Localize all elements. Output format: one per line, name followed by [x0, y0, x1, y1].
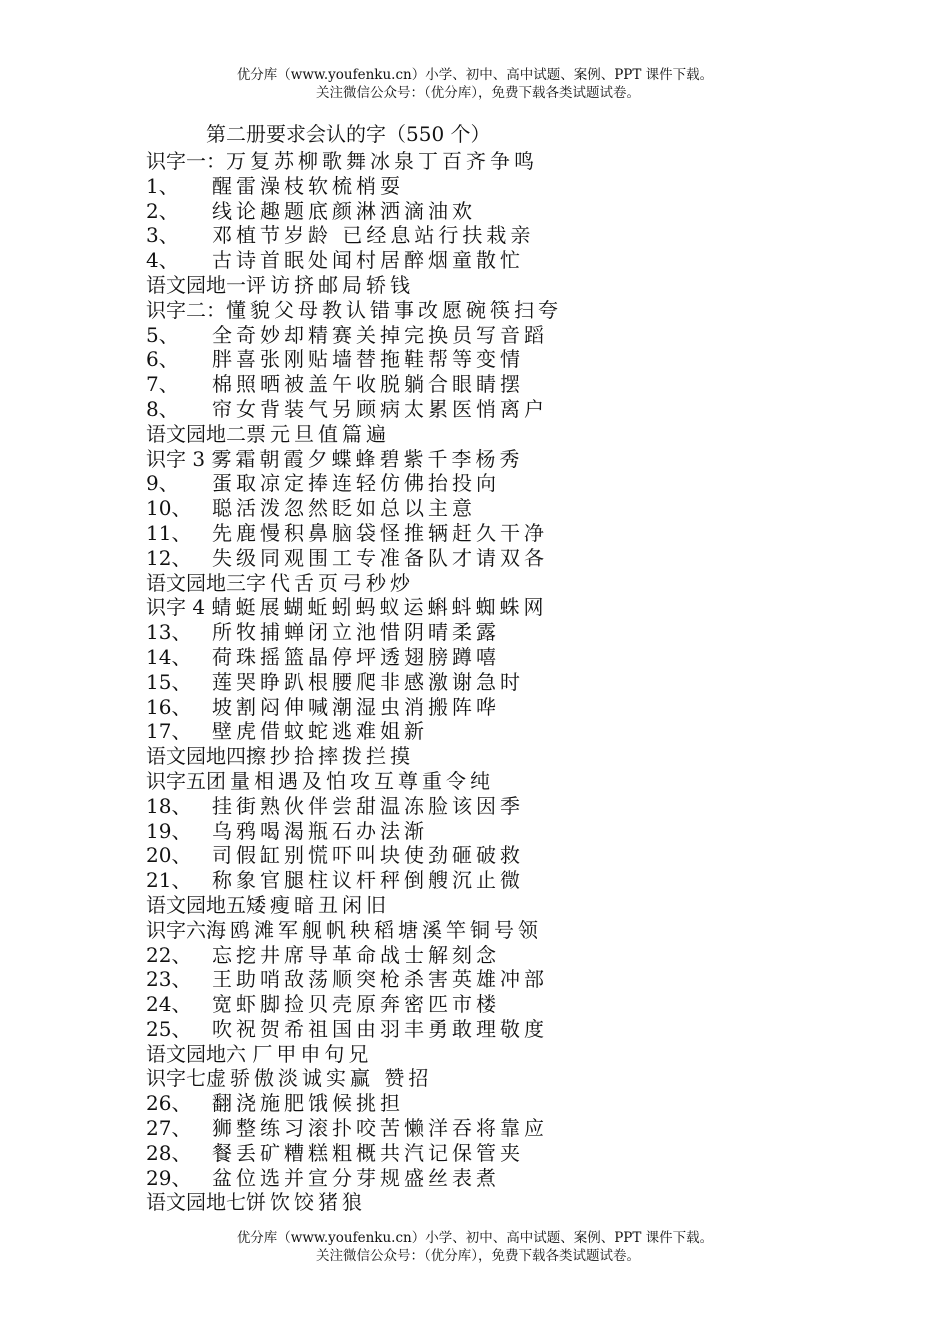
- lesson-row: [146, 199, 562, 224]
- character-group: 盆位选并宣分芽规盛丝表煮: [212, 1165, 500, 1190]
- section-label: 识字六: [146, 917, 206, 942]
- character-group: 荷珠摇篮晶停坪透翅膀蹲嘻: [212, 644, 500, 669]
- lesson-row: [146, 645, 562, 670]
- lesson-row: [146, 1141, 562, 1166]
- section-label: 识字 3: [146, 446, 212, 471]
- lesson-number: 15、: [146, 669, 192, 694]
- character-group: 王助哨敌荡顺突枪杀害英雄冲部: [212, 967, 548, 992]
- header-line-1: 优分库（www.youfenku.cn）小学、初中、高中试题、案例、PPT 课件下载。: [236, 67, 714, 83]
- character-group: 棉照晒被盖午收脱躺合眼睛摆: [212, 372, 524, 397]
- lesson-row: [146, 794, 562, 819]
- lesson-row: [146, 819, 562, 844]
- character-group: 醒雷澡枝软梳梢耍: [212, 173, 404, 198]
- character-group: 胖喜张刚贴墙替拖鞋帮等变情: [212, 347, 524, 372]
- character-group: 团量相遇及怕攻互尊重令纯: [206, 768, 494, 793]
- lesson-number: 9、: [146, 471, 179, 496]
- character-group: 万复苏柳歌舞冰泉丁百齐争鸣: [226, 149, 538, 173]
- lesson-number: 27、: [146, 1116, 192, 1141]
- section-label: 语文园地五: [146, 892, 246, 917]
- page-title: 第二册要求会认的字（550 个）: [206, 122, 491, 146]
- character-group: 蛋取凉定捧连轻仿佛抬投向: [212, 471, 500, 496]
- section-row: [146, 1066, 562, 1091]
- lesson-row: [146, 1091, 562, 1116]
- section-label: 识字七: [146, 1066, 206, 1091]
- footer-line-1: 优分库（www.youfenku.cn）小学、初中、高中试题、案例、PPT 课件下载。: [236, 1230, 714, 1246]
- lesson-row: [146, 471, 562, 496]
- character-group: 聪活泼忽然眨如总以主意: [212, 496, 476, 521]
- character-group: 称象官腿柱议杆秤倒艘沉止微: [212, 868, 524, 893]
- character-group: 擦抄拾摔拨拦摸: [246, 744, 414, 769]
- lesson-row: [146, 943, 562, 968]
- character-group: 字代舌页弓秒炒: [246, 570, 414, 595]
- lesson-row: [146, 347, 562, 372]
- lesson-row: [146, 967, 562, 992]
- lesson-number: 22、: [146, 942, 192, 967]
- section-row: [146, 422, 562, 447]
- footer-line-2: 关注微信公众号：（优分库），免费下载各类试题试卷。: [316, 1248, 640, 1264]
- lesson-row: [146, 719, 562, 744]
- lesson-number: 16、: [146, 694, 192, 719]
- character-group: 壁虎借蚊蛇逃难姐新: [212, 719, 428, 744]
- section-label: 识字一：: [146, 149, 226, 173]
- character-group: 狮整练习滚扑咬苦懒洋吞将靠应: [212, 1116, 548, 1141]
- character-group: 帘女背装气另顾病太累医悄离户: [212, 396, 548, 421]
- character-group: 坡割闷伸喊潮湿虫消搬阵哗: [212, 694, 500, 719]
- footer-banner: [0, 1229, 950, 1265]
- section-label: 语文园地二: [146, 421, 246, 446]
- lesson-row: [146, 670, 562, 695]
- section-row: [146, 893, 562, 918]
- lesson-number: 29、: [146, 1165, 192, 1190]
- lesson-number: 19、: [146, 818, 192, 843]
- lesson-number: 3、: [146, 223, 179, 248]
- section-row: [146, 595, 562, 620]
- character-group: 宽虾脚捡贝壳原奔密匹市楼: [212, 992, 500, 1017]
- lesson-number: 21、: [146, 868, 192, 893]
- character-group: 虚骄傲淡诚实赢 赞招: [206, 1066, 433, 1091]
- lesson-row: [146, 843, 562, 868]
- lesson-row: [146, 521, 562, 546]
- character-group: 懂貌父母教认错事改愿碗筷扫夸: [226, 297, 562, 322]
- section-row: [146, 918, 562, 943]
- character-group: 司假缸别慌吓叫块使劲砸破救: [212, 843, 524, 868]
- section-row: [146, 571, 562, 596]
- lesson-row: [146, 397, 562, 422]
- lesson-row: [146, 695, 562, 720]
- lesson-row: [146, 1166, 562, 1191]
- lesson-row: [146, 992, 562, 1017]
- character-group: 线论趣题底颜淋洒滴油欢: [212, 198, 476, 223]
- character-group: 矮瘦暗丑闲旧: [246, 892, 390, 917]
- lesson-number: 26、: [146, 1091, 192, 1116]
- section-row: [146, 447, 562, 472]
- section-row: [146, 1190, 562, 1215]
- section-label: 识字五: [146, 768, 206, 793]
- section-label: 语文园地七: [146, 1190, 246, 1215]
- character-group: 失级同观围工专准备队才请双各: [212, 545, 548, 570]
- header-line-2: 关注微信公众号：（优分库），免费下载各类试题试卷。: [316, 85, 640, 101]
- character-group: 餐丢矿糟糕粗概共汽记保管夹: [212, 1140, 524, 1165]
- section-row: [146, 744, 562, 769]
- lesson-number: 23、: [146, 967, 192, 992]
- lesson-number: 28、: [146, 1140, 192, 1165]
- section-row: [146, 149, 562, 174]
- lesson-number: 6、: [146, 347, 179, 372]
- lesson-row: [146, 1017, 562, 1042]
- section-label: 识字二：: [146, 297, 226, 322]
- character-group: 翻浇施肥饿候挑担: [212, 1091, 404, 1116]
- lesson-number: 24、: [146, 992, 192, 1017]
- lesson-number: 10、: [146, 496, 192, 521]
- character-group: 雾霜朝霞夕蝶蜂碧紫千李杨秀: [211, 446, 524, 471]
- header-banner: [0, 66, 950, 102]
- lesson-row: [146, 223, 562, 248]
- section-label: 识字 4: [146, 595, 212, 620]
- section-row: [146, 1042, 562, 1067]
- character-group: 饼饮饺猪狼: [246, 1190, 366, 1215]
- lesson-number: 12、: [146, 545, 192, 570]
- character-group: 邓植节岁龄 已经息站行扶栽亲: [212, 223, 535, 248]
- character-group: 乌鸦喝渴瓶石办法渐: [212, 818, 428, 843]
- lesson-row: [146, 868, 562, 893]
- section-row: [146, 273, 562, 298]
- character-group: 厂甲申句兄: [252, 1041, 373, 1066]
- character-group: 全奇妙却精赛关掉完换员写音蹈: [212, 322, 548, 347]
- lesson-number: 14、: [146, 644, 192, 669]
- lesson-row: [146, 1116, 562, 1141]
- character-list: [146, 149, 562, 1215]
- lesson-row: [146, 323, 562, 348]
- lesson-row: [146, 174, 562, 199]
- lesson-number: 25、: [146, 1016, 192, 1041]
- character-group: 先鹿慢积鼻脑袋怪推辆赶久干净: [212, 520, 548, 545]
- lesson-number: 20、: [146, 843, 192, 868]
- character-group: 忘挖井席导革命战士解刻念: [212, 942, 500, 967]
- section-label: 语文园地四: [146, 744, 246, 769]
- character-group: 古诗首眠处闻村居醉烟童散忙: [212, 248, 524, 273]
- lesson-number: 17、: [146, 719, 192, 744]
- lesson-number: 18、: [146, 793, 192, 818]
- section-label: 语文园地一: [146, 272, 246, 297]
- lesson-number: 13、: [146, 620, 192, 645]
- lesson-number: 8、: [146, 396, 179, 421]
- lesson-row: [146, 372, 562, 397]
- character-group: 票元旦值篇遍: [246, 421, 390, 446]
- character-group: 蜻蜓展蝴蚯蚓蚂蚁运蝌蚪蜘蛛网: [211, 595, 548, 620]
- character-group: 评访挤邮局轿钱: [246, 272, 414, 297]
- lesson-number: 2、: [146, 198, 179, 223]
- lesson-number: 7、: [146, 372, 179, 397]
- lesson-number: 4、: [146, 248, 179, 273]
- character-group: 莲哭睁趴根腰爬非感激谢急时: [212, 669, 524, 694]
- lesson-row: [146, 620, 562, 645]
- lesson-number: 5、: [146, 322, 179, 347]
- character-group: 海鸥滩军舰帆秧稻塘溪竿铜号领: [206, 917, 542, 942]
- character-group: 挂街熟伙伴尝甜温冻脸该因季: [212, 793, 524, 818]
- lesson-number: 1、: [146, 173, 179, 198]
- character-group: 吹祝贺希祖国由羽丰勇敢理敬度: [212, 1016, 548, 1041]
- lesson-row: [146, 546, 562, 571]
- lesson-number: 11、: [146, 520, 192, 545]
- lesson-row: [146, 496, 562, 521]
- lesson-row: [146, 248, 562, 273]
- section-row: [146, 298, 562, 323]
- section-label: 语文园地六: [146, 1041, 253, 1066]
- character-group: 所牧捕蝉闭立池惜阴晴柔露: [212, 620, 500, 645]
- section-row: [146, 769, 562, 794]
- section-label: 语文园地三: [146, 570, 246, 595]
